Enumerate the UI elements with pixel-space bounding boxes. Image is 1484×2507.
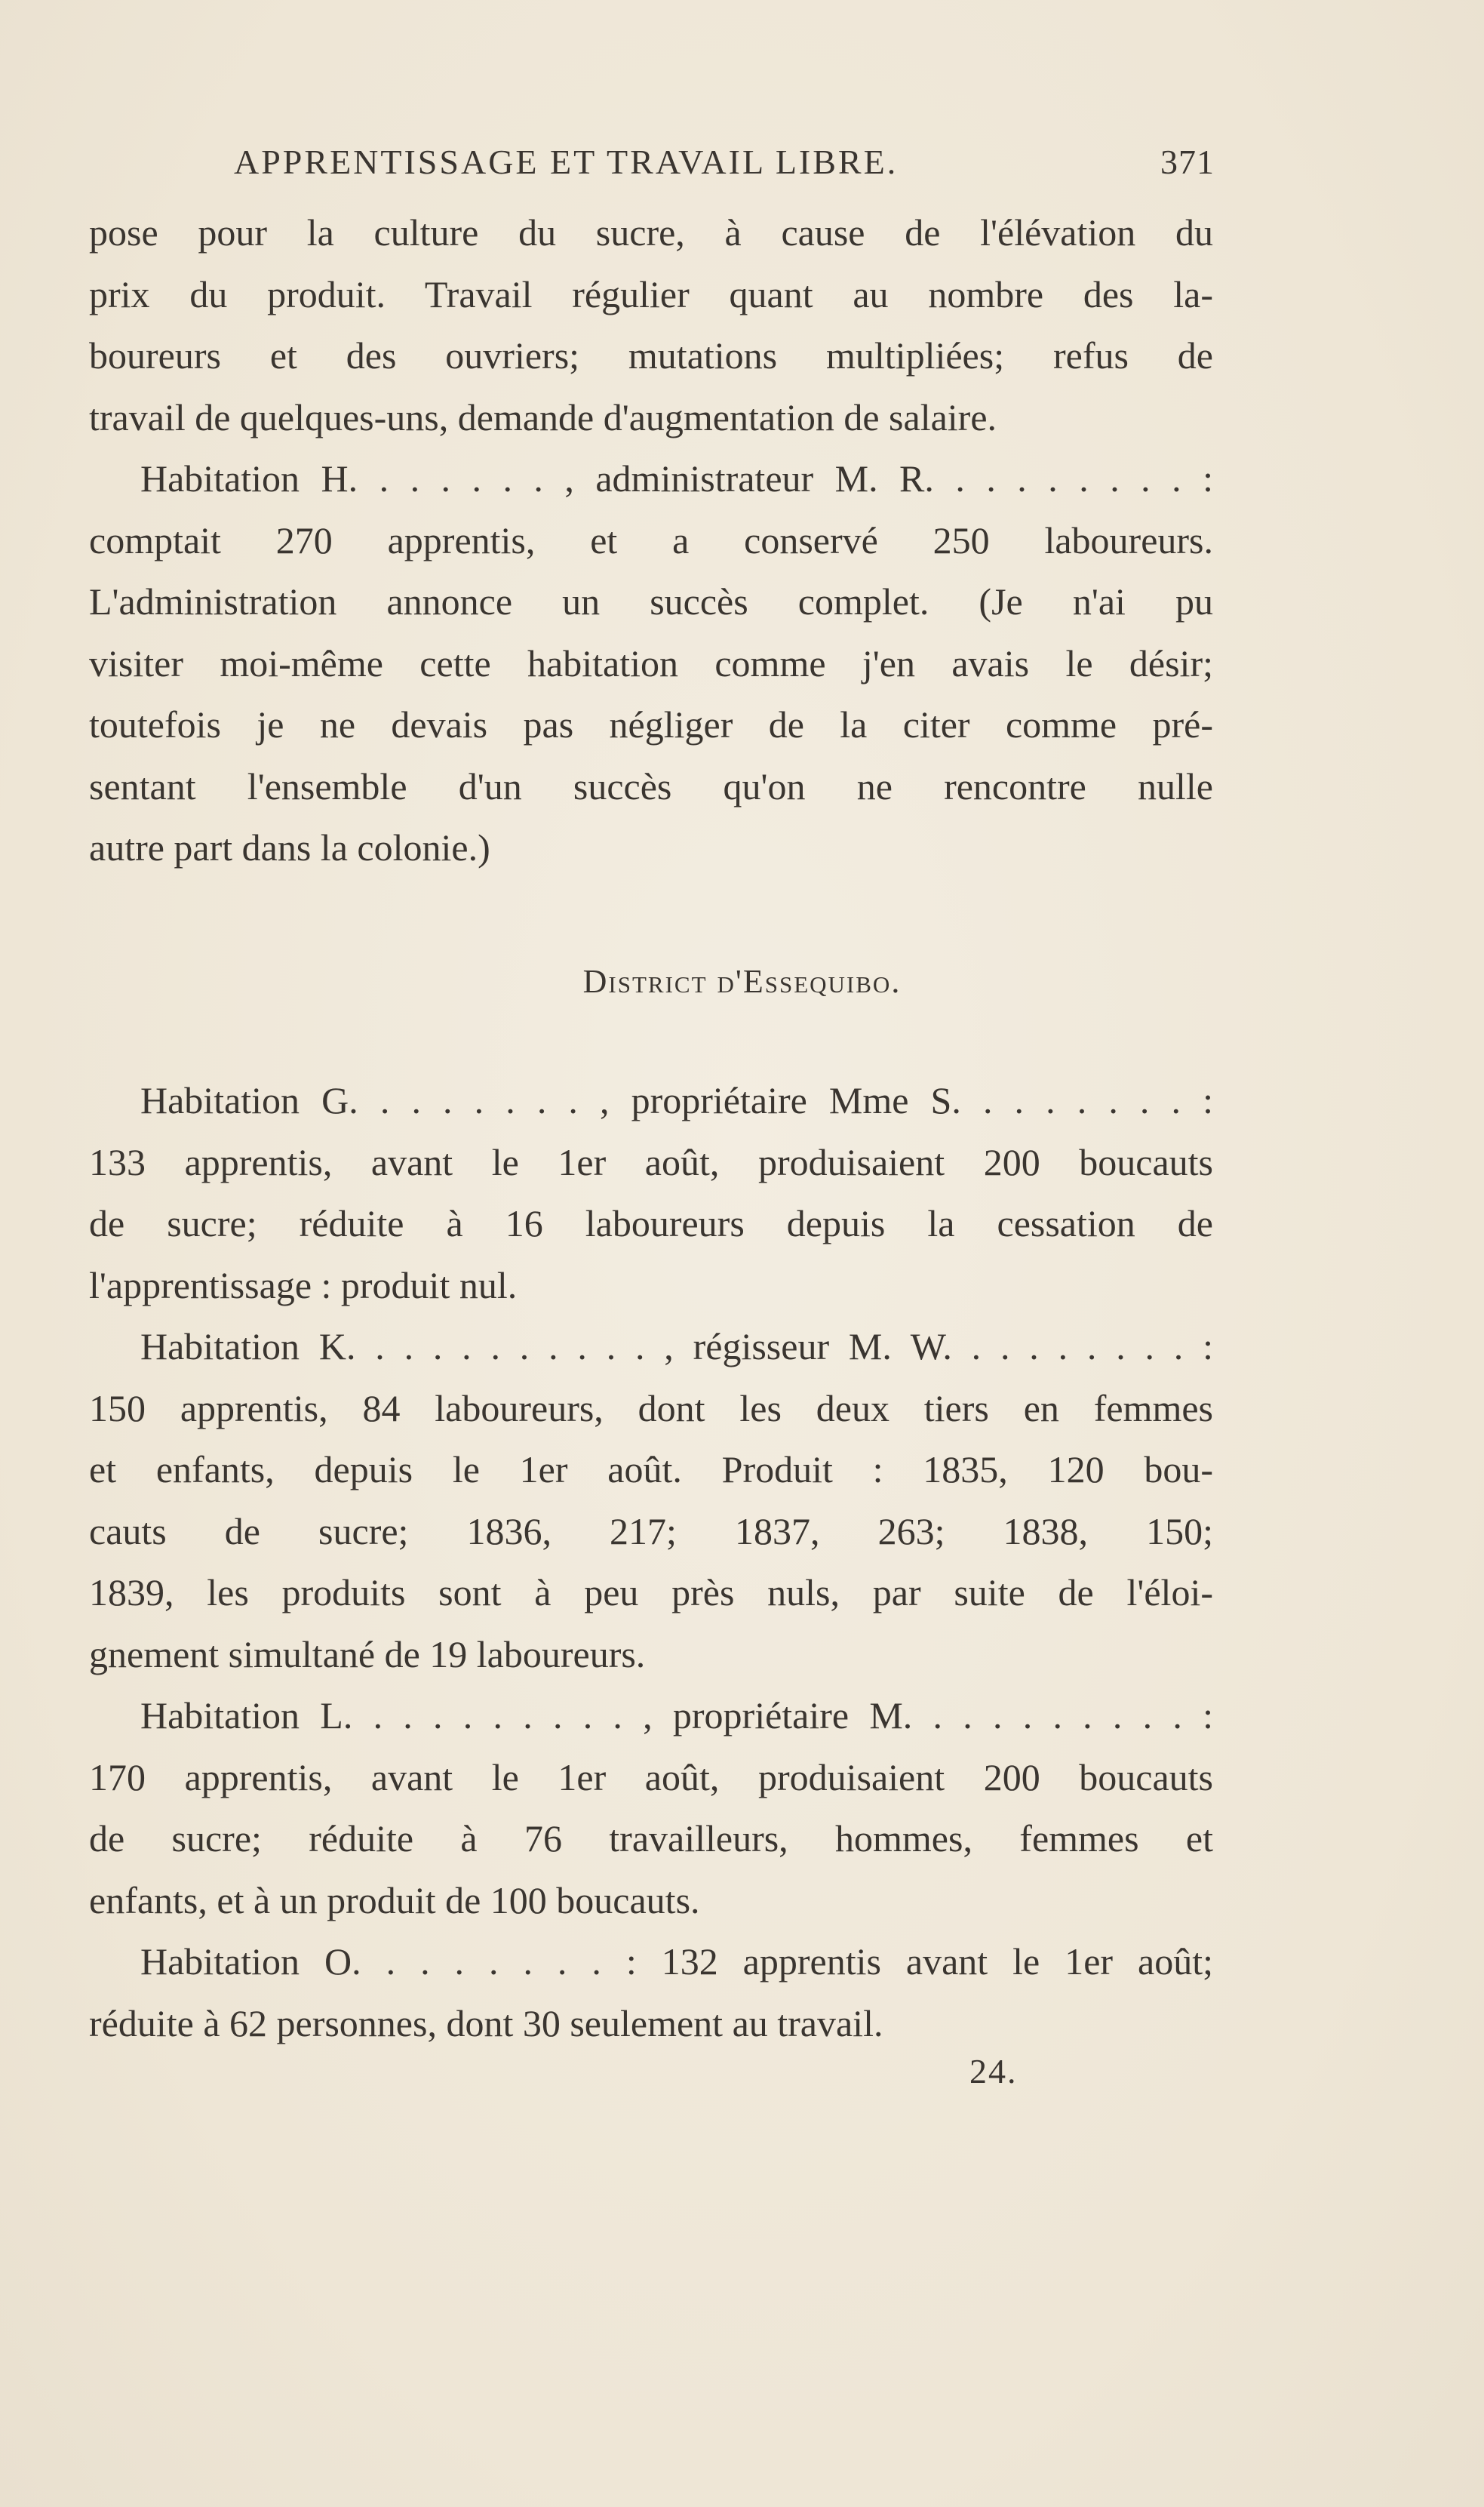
text-line: 170 apprentis, avant le 1er août, produisaient 200 boucauts <box>89 1755 1213 1798</box>
text-line: l'apprentissage : produit nul. <box>89 1263 518 1306</box>
running-title: APPRENTISSAGE ET TRAVAIL LIBRE. <box>234 143 899 181</box>
text-line: 133 apprentis, avant le 1er août, produisaient 200 boucauts <box>89 1140 1213 1183</box>
text-line: enfants, et à un produit de 100 boucauts. <box>89 1878 700 1921</box>
text-line: travail de quelques-uns, demande d'augmentation de salaire. <box>89 395 997 438</box>
text-line: Habitation K. . . . . . . . . . . , régisseur M. W. . . . . . . . . : <box>140 1325 1213 1367</box>
text-line: Habitation L. . . . . . . . . . , propriétaire M. . . . . . . . . . : <box>140 1694 1213 1736</box>
page-number: 371 <box>1160 143 1215 181</box>
text-line: visiter moi-même cette habitation comme j'en avais le désir; <box>89 641 1213 684</box>
text-line: réduite à 62 personnes, dont 30 seulement au travail. <box>89 2001 883 2044</box>
section-heading: District d'Essequibo. <box>582 963 902 1000</box>
text-line: Habitation O. . . . . . . . : 132 apprentis avant le 1er août; <box>140 1940 1213 1983</box>
text-line: de sucre; réduite à 76 travailleurs, hommes, femmes et <box>89 1817 1213 1859</box>
text-line: comptait 270 apprentis, et a conservé 250 laboureurs. <box>89 518 1213 561</box>
text-line: Habitation H. . . . . . . , administrateur M. R. . . . . . . . . : <box>140 457 1213 500</box>
text-line: gnement simultané de 19 laboureurs. <box>89 1632 646 1675</box>
running-header <box>234 142 1215 195</box>
text-line: prix du produit. Travail régulier quant au nombre des la- <box>89 272 1213 315</box>
text-line: et enfants, depuis le 1er août. Produit : 1835, 120 bou- <box>89 1448 1213 1490</box>
text-line: cauts de sucre; 1836, 217; 1837, 263; 1838, 150; <box>89 1509 1213 1552</box>
signature-mark: 24. <box>969 2052 1018 2090</box>
text-line: toutefois je ne devais pas négliger de la citer comme pré- <box>89 703 1213 746</box>
text-line: de sucre; réduite à 16 laboureurs depuis la cessation de <box>89 1202 1213 1244</box>
text-line: autre part dans la colonie.) <box>89 826 490 869</box>
text-line: pose pour la culture du sucre, à cause de l'élévation du <box>89 211 1213 254</box>
text-line: 150 apprentis, 84 laboureurs, dont les deux tiers en femmes <box>89 1386 1213 1429</box>
paragraph-block-1 <box>89 202 1213 879</box>
text-line: 1839, les produits sont à peu près nuls, par suite de l'éloi- <box>89 1571 1213 1613</box>
paragraph-block-2 <box>89 1070 1213 2054</box>
text-line: sentant l'ensemble d'un succès qu'on ne rencontre nulle <box>89 764 1213 807</box>
text-line: L'administration annonce un succès complet. (Je n'ai pu <box>89 580 1213 623</box>
text-line: Habitation G. . . . . . . . , propriétaire Mme S. . . . . . . . : <box>140 1079 1213 1121</box>
text-line: boureurs et des ouvriers; mutations multipliées; refus de <box>89 334 1213 377</box>
